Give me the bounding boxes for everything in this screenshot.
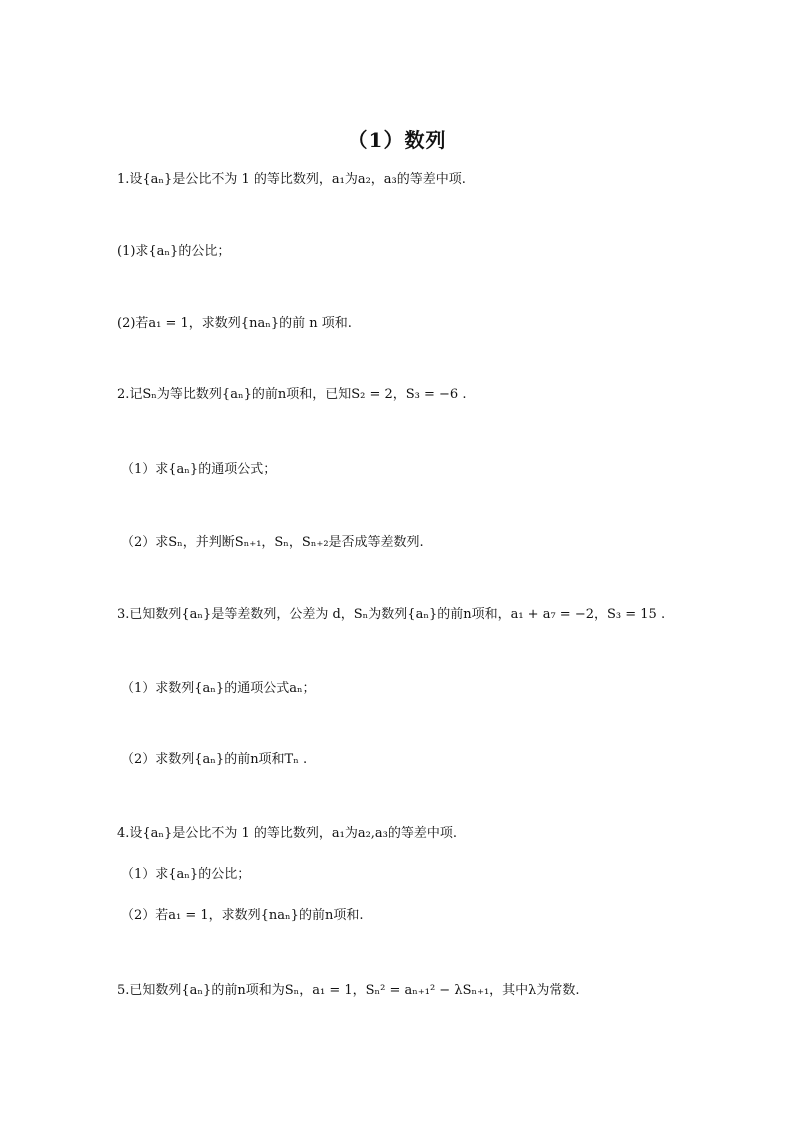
problem-2-part-1: （1）求{aₙ}的通项公式； — [121, 462, 277, 477]
problem-5-stem: 5.已知数列{aₙ}的前n项和为Sₙ，a₁ = 1，Sₙ² = aₙ₊₁² − λSₙ₊₁，其中λ为常数. — [117, 983, 580, 998]
problem-1-part-1: (1)求{aₙ}的公比； — [117, 244, 231, 259]
problem-4-stem: 4.设{aₙ}是公比不为 1 的等比数列，a₁为a₂,a₃的等差中项. — [117, 826, 458, 841]
problem-4-part-2: （2）若a₁ = 1，求数列{naₙ}的前n项和. — [121, 908, 364, 923]
problem-2-stem: 2.记Sₙ为等比数列{aₙ}的前n项和，已知S₂ = 2，S₃ = −6 . — [117, 387, 467, 402]
problem-3-stem: 3.已知数列{aₙ}是等差数列，公差为 d，Sₙ为数列{aₙ}的前n项和，a₁ + a₇ = −2，S₃ = 15 . — [117, 607, 666, 622]
problem-3-part-2: （2）求数列{aₙ}的前n项和Tₙ . — [121, 752, 308, 767]
problem-4-part-1: （1）求{aₙ}的公比； — [121, 867, 251, 882]
problem-3-part-1: （1）求数列{aₙ}的通项公式aₙ； — [121, 681, 316, 696]
page-title: （1）数列 — [347, 128, 447, 152]
problem-1-part-2: (2)若a₁ = 1，求数列{naₙ}的前 n 项和. — [117, 316, 352, 331]
problem-1-stem: 1.设{aₙ}是公比不为 1 的等比数列，a₁为a₂，a₃的等差中项. — [117, 172, 466, 187]
problem-2-part-2: （2）求Sₙ，并判断Sₙ₊₁，Sₙ，Sₙ₊₂是否成等差数列. — [121, 535, 424, 550]
